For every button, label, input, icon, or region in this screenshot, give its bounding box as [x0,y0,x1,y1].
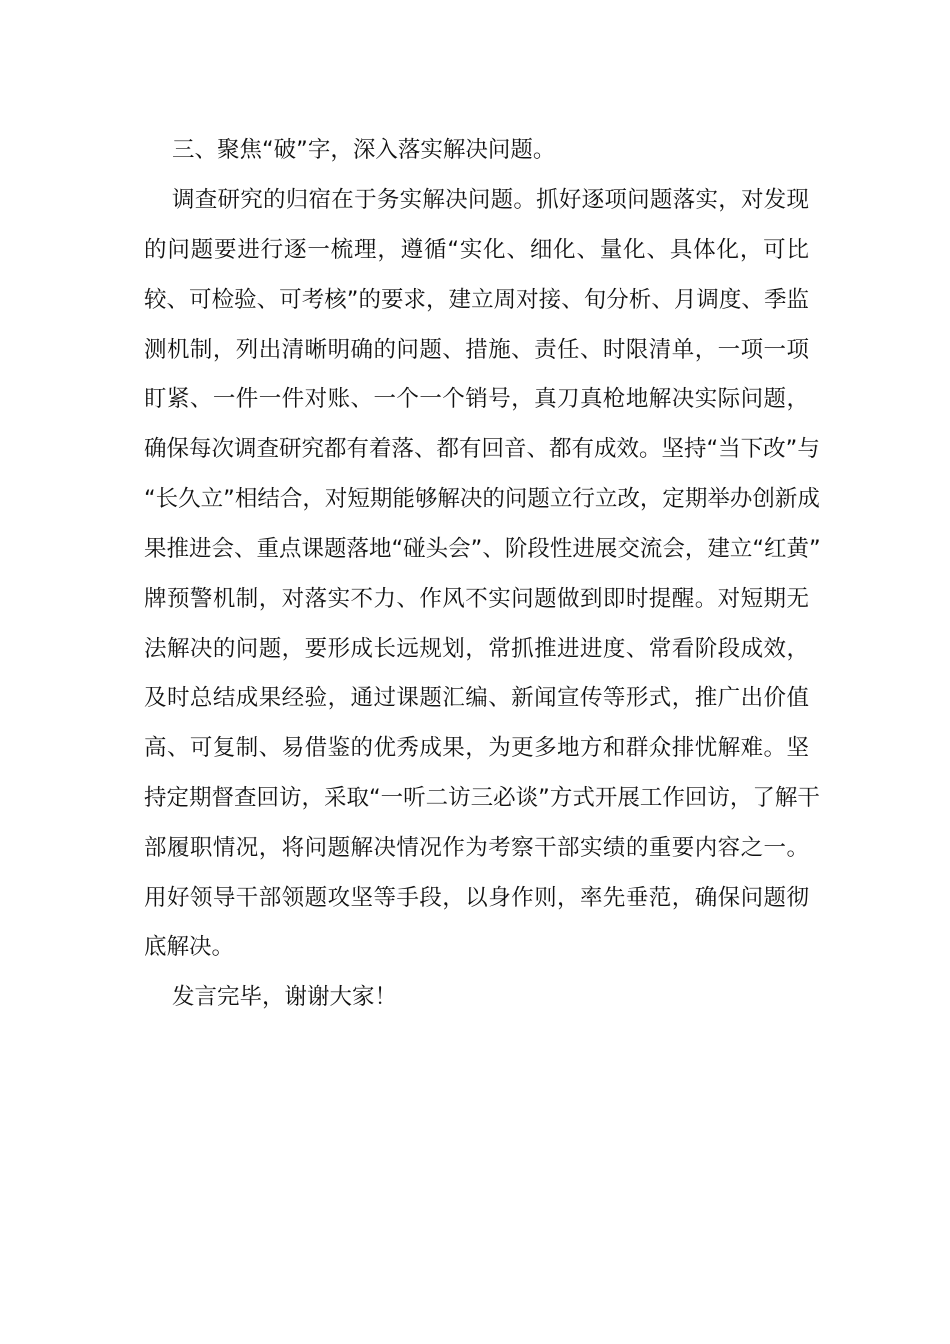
paragraph-line: 较、可检验、可考核”的要求，建立周对接、旬分析、月调度、季监 [144,287,809,313]
paragraph-line: 高、可复制、易借鉴的优秀成果，为更多地方和群众排忧解难。坚 [144,735,809,761]
paragraph-line: 果推进会、重点课题落地“碰头会”、阶段性进展交流会，建立“红黄” [144,536,821,562]
paragraph-line: “长久立”相结合，对短期能够解决的问题立行立改，定期举办创新成 [144,486,820,512]
paragraph-line: 盯紧、一件一件对账、一个一个销号，真刀真枪地解决实际问题， [144,386,809,412]
paragraph-line: 持定期督查回访，采取“一听二访三必谈”方式开展工作回访，了解干 [144,785,820,811]
paragraph-line: 确保每次调查研究都有着落、都有回音、都有成效。坚持“当下改”与 [144,436,820,462]
paragraph-line: 用好领导干部领题攻坚等手段，以身作则，率先垂范，确保问题彻 [144,885,809,911]
paragraph-line: 及时总结成果经验，通过课题汇编、新闻宣传等形式，推广出价值 [144,685,809,711]
paragraph-line: 底解决。 [144,934,235,960]
paragraph-line: 调查研究的归宿在于务实解决问题。抓好逐项问题落实，对发现 [172,187,809,213]
section-heading: 三、聚焦“破”字，深入落实解决问题。 [172,137,556,163]
closing-remark: 发言完毕，谢谢大家！ [172,984,398,1010]
paragraph-line: 部履职情况，将问题解决情况作为考察干部实绩的重要内容之一。 [144,835,809,861]
paragraph-line: 的问题要进行逐一梳理，遵循“实化、细化、量化、具体化，可比 [144,237,809,263]
paragraph-line: 法解决的问题，要形成长远规划，常抓推进进度、常看阶段成效， [144,636,809,662]
paragraph-line: 测机制，列出清晰明确的问题、措施、责任、时限清单，一项一项 [144,337,809,363]
paragraph-line: 牌预警机制，对落实不力、作风不实问题做到即时提醒。对短期无 [144,586,809,612]
